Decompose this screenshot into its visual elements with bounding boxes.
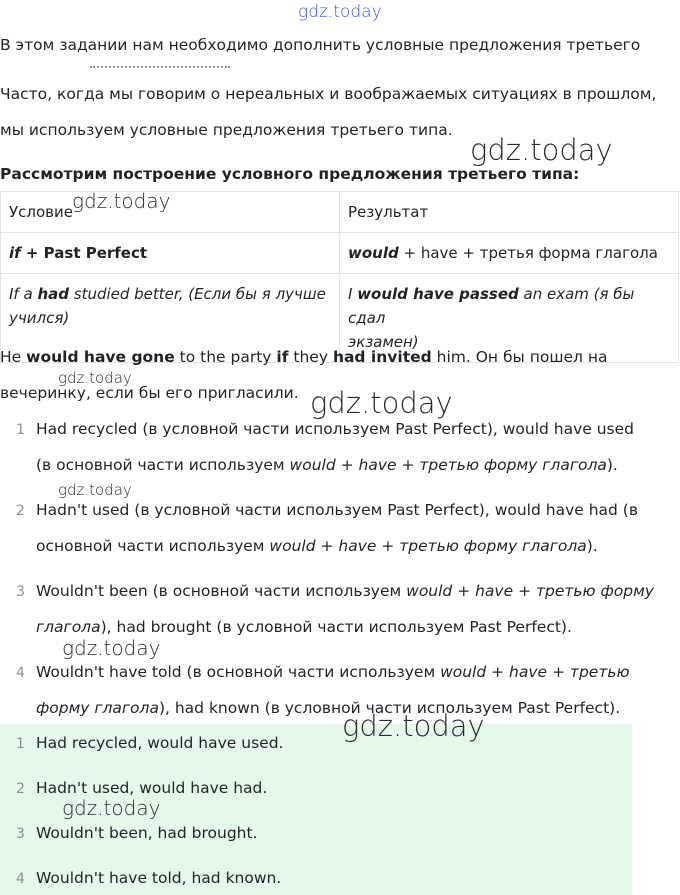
watermark: gdz.today [58, 369, 132, 387]
item-number: 3 [16, 584, 25, 600]
item-number: 2 [16, 503, 25, 519]
example-sentence-line-2: вечеринку, если бы его пригласили. [0, 384, 299, 402]
watermark: gdz.today [470, 133, 613, 167]
answers-box: 1 Had recycled, would have used. 2 Hadn't used, would have had. 3 Wouldn't been, had brought. 4 Wouldn't have told, had known. [0, 724, 632, 895]
intro-line-1: В этом задании нам необходимо дополнить условные предложения третьего [0, 36, 641, 54]
table-header-row [1, 192, 679, 233]
table-formula-row [1, 233, 679, 274]
cropped-text-remnant [90, 66, 230, 74]
watermark: gdz.today [62, 796, 161, 820]
watermark-top: gdz.today [298, 2, 382, 22]
header-result: Результат [340, 192, 679, 233]
item-number: 4 [16, 665, 25, 681]
watermark: gdz.today [62, 636, 161, 660]
formula-result: would + have + третья форма глагола [340, 233, 679, 274]
watermark: gdz.today [58, 481, 132, 499]
intro-line-2: Часто, когда мы говорим о нереальных и воображаемых ситуациях в прошлом, [0, 85, 657, 103]
watermark: gdz.today [342, 709, 485, 743]
watermark: gdz.today [310, 386, 453, 420]
example-result: I would have passed an exam (я бы сдал экзамен) [340, 274, 679, 363]
grammar-table [0, 191, 679, 363]
header-condition: Условие [1, 192, 340, 233]
watermark: gdz.today [72, 189, 171, 213]
example-condition: If a had studied better, (Если бы я лучше учился) [1, 274, 340, 363]
section-heading: Рассмотрим построение условного предложения третьего типа: [0, 165, 580, 183]
intro-line-3: мы используем условные предложения третьего типа. [0, 121, 453, 139]
formula-condition: if + Past Perfect [1, 233, 340, 274]
example-sentence-line-1: He would have gone to the party if they had invited him. Он бы пошел на [0, 348, 608, 366]
item-number: 1 [16, 422, 25, 438]
